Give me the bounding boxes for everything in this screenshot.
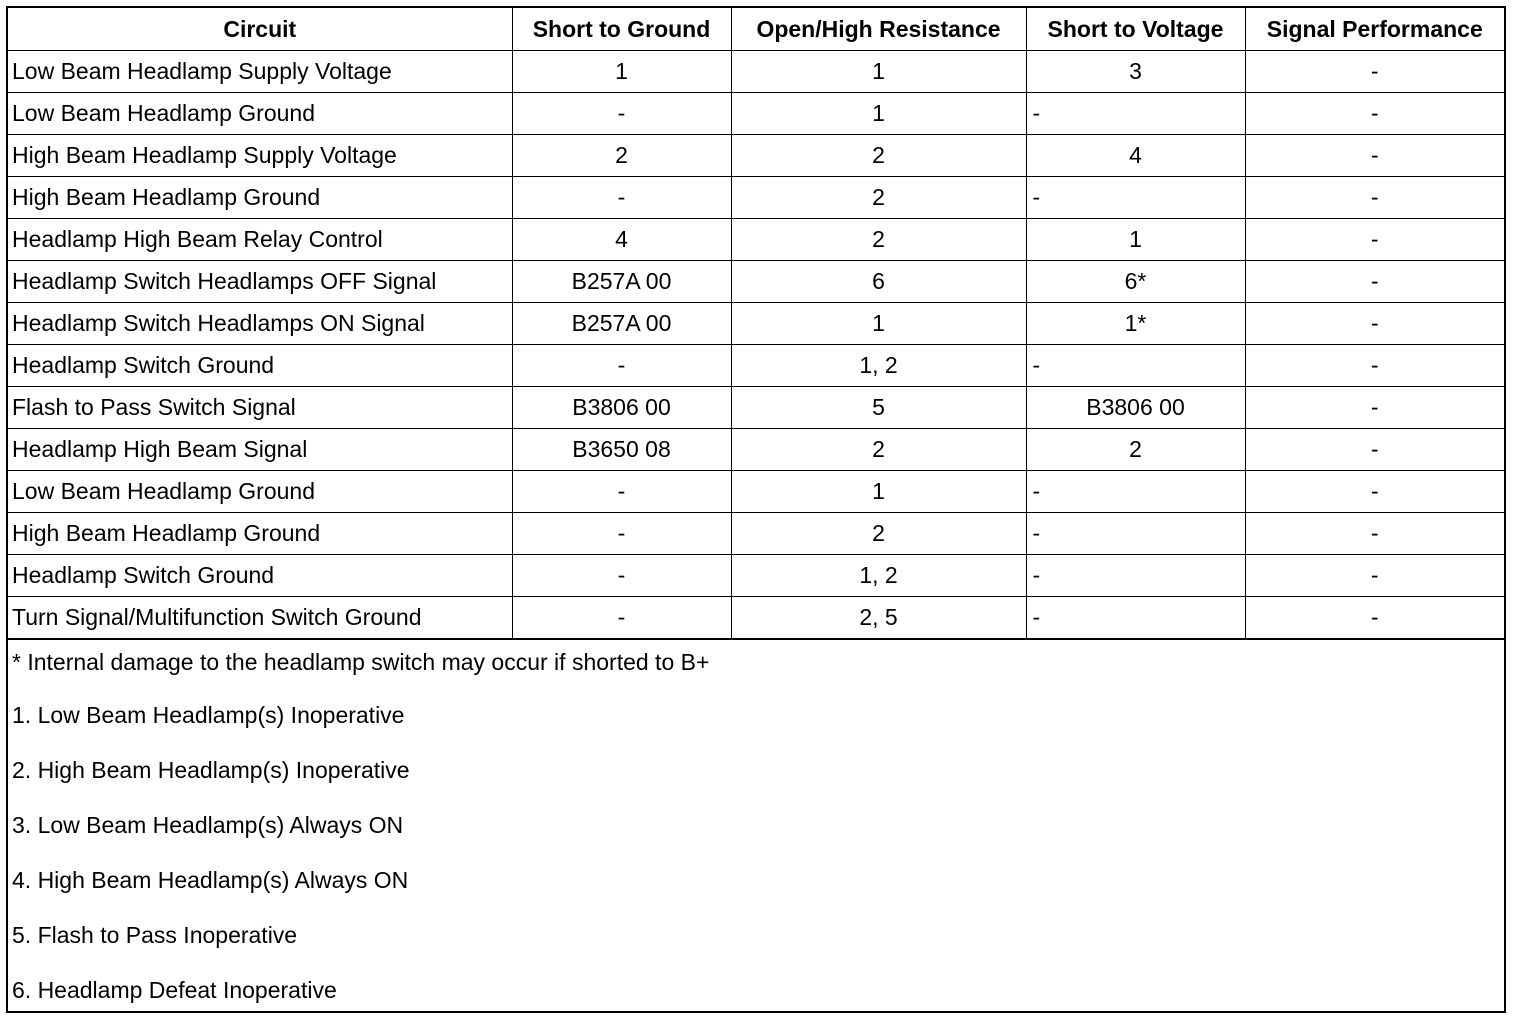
note-item: 2. High Beam Headlamp(s) Inoperative — [12, 757, 410, 783]
signal-performance-cell: - — [1245, 429, 1504, 471]
table-header-row — [8, 8, 1504, 51]
short-to-ground-cell: - — [512, 471, 731, 513]
short-to-ground-cell: - — [512, 513, 731, 555]
short-to-voltage-cell: - — [1026, 93, 1245, 135]
signal-performance-cell: - — [1245, 51, 1504, 93]
open-high-resistance-cell: 2 — [731, 513, 1026, 555]
open-high-resistance-cell: 1, 2 — [731, 345, 1026, 387]
short-to-voltage-cell: - — [1026, 177, 1245, 219]
short-to-voltage-cell: - — [1026, 555, 1245, 597]
signal-performance-cell: - — [1245, 177, 1504, 219]
short-to-voltage-cell: - — [1026, 513, 1245, 555]
circuit-cell: Headlamp Switch Headlamps OFF Signal — [8, 261, 512, 303]
header-short-to-ground: Short to Ground — [512, 8, 731, 51]
open-high-resistance-cell: 6 — [731, 261, 1026, 303]
table-row — [8, 513, 1504, 555]
table-row — [8, 177, 1504, 219]
signal-performance-cell: - — [1245, 471, 1504, 513]
circuit-fault-table — [8, 8, 1504, 639]
signal-performance-cell: - — [1245, 93, 1504, 135]
open-high-resistance-cell: 1 — [731, 303, 1026, 345]
table-row — [8, 51, 1504, 93]
signal-performance-cell: - — [1245, 597, 1504, 639]
short-to-voltage-cell: 1* — [1026, 303, 1245, 345]
table-row — [8, 93, 1504, 135]
short-to-voltage-cell: - — [1026, 345, 1245, 387]
circuit-cell: High Beam Headlamp Supply Voltage — [8, 135, 512, 177]
short-to-ground-cell: B257A 00 — [512, 261, 731, 303]
table-row — [8, 345, 1504, 387]
signal-performance-cell: - — [1245, 513, 1504, 555]
circuit-cell: Headlamp High Beam Relay Control — [8, 219, 512, 261]
note-item: 3. Low Beam Headlamp(s) Always ON — [12, 812, 404, 838]
note-item: 4. High Beam Headlamp(s) Always ON — [12, 867, 409, 893]
short-to-voltage-cell: B3806 00 — [1026, 387, 1245, 429]
short-to-ground-cell: - — [512, 177, 731, 219]
circuit-cell: High Beam Headlamp Ground — [8, 177, 512, 219]
table-row — [8, 429, 1504, 471]
signal-performance-cell: - — [1245, 555, 1504, 597]
signal-performance-cell: - — [1245, 387, 1504, 429]
table-row — [8, 555, 1504, 597]
short-to-ground-cell: 2 — [512, 135, 731, 177]
table-row — [8, 219, 1504, 261]
signal-performance-cell: - — [1245, 345, 1504, 387]
header-circuit: Circuit — [8, 8, 512, 51]
circuit-cell: High Beam Headlamp Ground — [8, 513, 512, 555]
header-short-to-voltage: Short to Voltage — [1026, 8, 1245, 51]
table-row — [8, 387, 1504, 429]
short-to-voltage-cell: 3 — [1026, 51, 1245, 93]
open-high-resistance-cell: 1 — [731, 93, 1026, 135]
open-high-resistance-cell: 2 — [731, 135, 1026, 177]
signal-performance-cell: - — [1245, 261, 1504, 303]
short-to-ground-cell: 1 — [512, 51, 731, 93]
short-to-ground-cell: B3806 00 — [512, 387, 731, 429]
short-to-ground-cell: B3650 08 — [512, 429, 731, 471]
table-row — [8, 303, 1504, 345]
circuit-cell: Headlamp Switch Headlamps ON Signal — [8, 303, 512, 345]
open-high-resistance-cell: 2 — [731, 219, 1026, 261]
short-to-ground-cell: - — [512, 555, 731, 597]
table-row — [8, 471, 1504, 513]
open-high-resistance-cell: 1, 2 — [731, 555, 1026, 597]
signal-performance-cell: - — [1245, 303, 1504, 345]
circuit-cell: Headlamp Switch Ground — [8, 345, 512, 387]
diagnostic-table-frame — [6, 6, 1506, 1013]
short-to-voltage-cell: 2 — [1026, 429, 1245, 471]
footnote-text: * Internal damage to the headlamp switch may occur if shorted to B+ — [12, 649, 710, 675]
header-signal-performance: Signal Performance — [1245, 8, 1504, 51]
circuit-cell: Headlamp Switch Ground — [8, 555, 512, 597]
note-item: 1. Low Beam Headlamp(s) Inoperative — [12, 702, 405, 728]
circuit-cell: Low Beam Headlamp Ground — [8, 93, 512, 135]
signal-performance-cell: - — [1245, 219, 1504, 261]
circuit-cell: Headlamp High Beam Signal — [8, 429, 512, 471]
table-row — [8, 135, 1504, 177]
table-row — [8, 597, 1504, 639]
open-high-resistance-cell: 1 — [731, 51, 1026, 93]
short-to-ground-cell: - — [512, 93, 731, 135]
table-row — [8, 261, 1504, 303]
circuit-cell: Low Beam Headlamp Supply Voltage — [8, 51, 512, 93]
open-high-resistance-cell: 5 — [731, 387, 1026, 429]
note-item: 5. Flash to Pass Inoperative — [12, 922, 298, 948]
open-high-resistance-cell: 1 — [731, 471, 1026, 513]
short-to-voltage-cell: - — [1026, 471, 1245, 513]
short-to-ground-cell: B257A 00 — [512, 303, 731, 345]
note-item: 6. Headlamp Defeat Inoperative — [12, 977, 337, 1003]
signal-performance-cell: - — [1245, 135, 1504, 177]
short-to-voltage-cell: 4 — [1026, 135, 1245, 177]
open-high-resistance-cell: 2 — [731, 429, 1026, 471]
circuit-cell: Flash to Pass Switch Signal — [8, 387, 512, 429]
open-high-resistance-cell: 2 — [731, 177, 1026, 219]
short-to-voltage-cell: 6* — [1026, 261, 1245, 303]
header-open-high-resistance: Open/High Resistance — [731, 8, 1026, 51]
open-high-resistance-cell: 2, 5 — [731, 597, 1026, 639]
short-to-ground-cell: - — [512, 345, 731, 387]
short-to-ground-cell: - — [512, 597, 731, 639]
short-to-ground-cell: 4 — [512, 219, 731, 261]
short-to-voltage-cell: - — [1026, 597, 1245, 639]
notes-section — [8, 639, 1504, 1022]
circuit-cell: Turn Signal/Multifunction Switch Ground — [8, 597, 512, 639]
short-to-voltage-cell: 1 — [1026, 219, 1245, 261]
circuit-cell: Low Beam Headlamp Ground — [8, 471, 512, 513]
